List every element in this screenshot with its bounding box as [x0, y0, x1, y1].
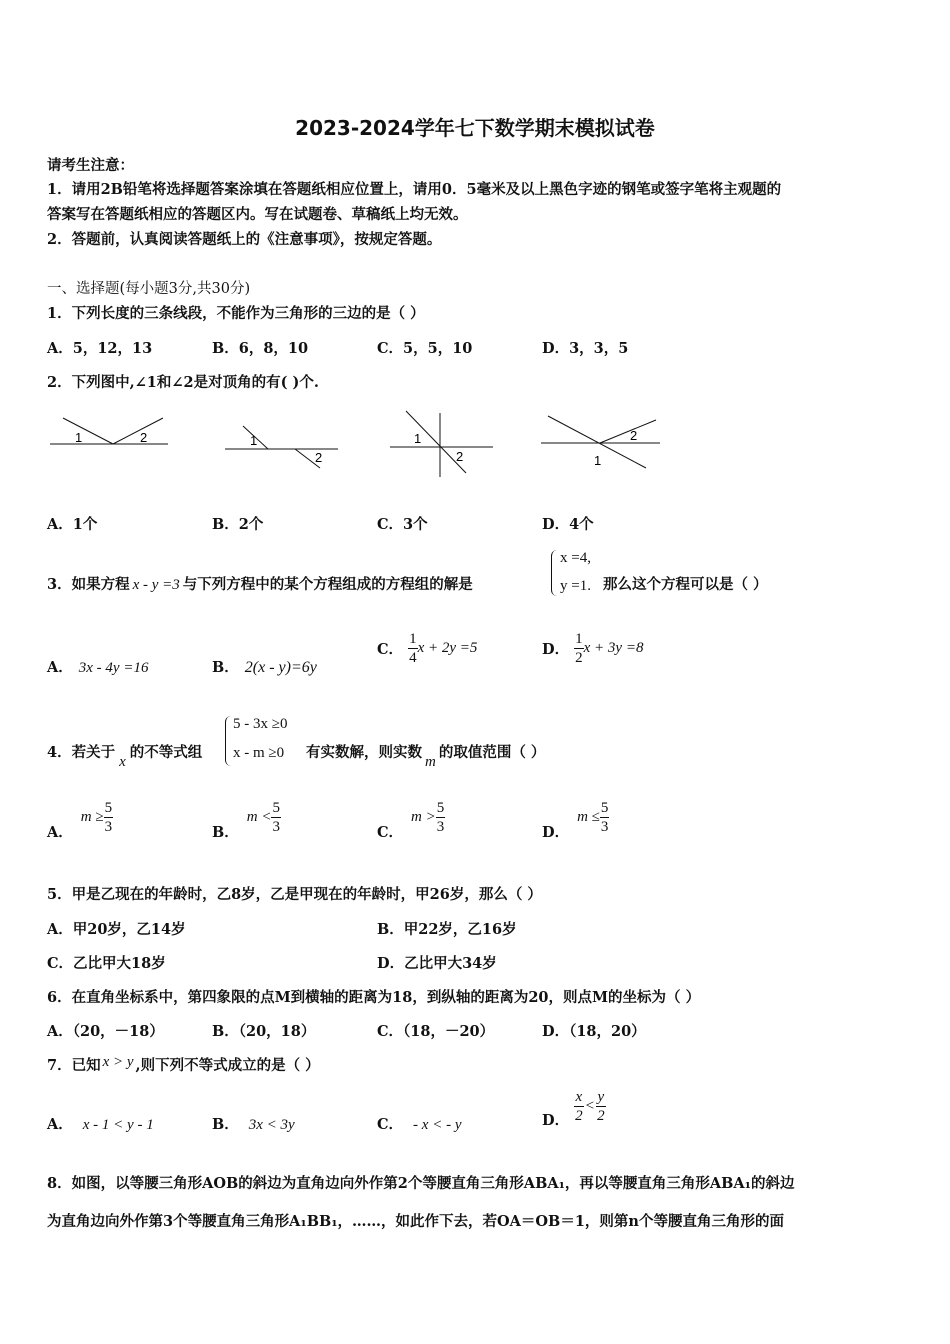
question-3-option-a[interactable]: [47, 656, 148, 677]
question-7-option-b[interactable]: [212, 1113, 295, 1134]
option-d-fraction: $\frac{1}{2}$: [575, 631, 583, 666]
option-c-label: C．: [377, 641, 404, 658]
option-a-label: A．: [47, 1116, 73, 1133]
option-d-label: D．: [542, 641, 570, 658]
question-4-option-d[interactable]: [542, 799, 609, 841]
figure-3: [388, 405, 498, 480]
option-b-label: B．: [212, 659, 239, 676]
question-3-stem: [47, 573, 473, 594]
question-5-option-b[interactable]: B．甲22岁，乙16岁: [377, 921, 517, 938]
question-1-option-a[interactable]: A．5，12，13: [47, 340, 153, 357]
question-8-line-2: 为直角边向外作第3个等腰直角三角形A₁BB₁，……，如此作下去，若OA＝OB＝1，则第n个等腰直角三角形的面: [47, 1213, 784, 1230]
question-3-solution-y: y =1.: [560, 578, 591, 594]
question-5-option-d[interactable]: D．乙比甲大34岁: [377, 955, 497, 972]
question-6-option-d[interactable]: D．（18，20）: [542, 1023, 646, 1040]
question-4-middle: 的不等式组: [129, 744, 203, 761]
question-1-option-d[interactable]: D．3，3，5: [542, 340, 629, 357]
question-2-option-b[interactable]: B．2个: [212, 516, 264, 533]
question-7-option-a[interactable]: [47, 1113, 154, 1134]
question-4-variable-m: m: [425, 754, 436, 770]
figure-1-label-1: 1: [75, 430, 83, 445]
page-title: 2023-2024学年七下数学期末模拟试卷: [295, 116, 655, 140]
question-3-option-d[interactable]: [542, 630, 643, 667]
question-7-number: 7．已知: [47, 1057, 101, 1074]
figure-2-label-2: 2: [315, 450, 323, 465]
section-heading: 一、选择题(每小题3分,共30分): [47, 281, 251, 297]
option-b-expression: 3x < 3y: [248, 1117, 295, 1133]
question-3-number: 3．如果方程: [47, 576, 130, 593]
question-4-tail: [306, 741, 546, 770]
option-b-relation: m <: [246, 809, 272, 825]
question-7-stem: [47, 1054, 320, 1075]
question-1-stem: 1．下列长度的三条线段，不能作为三角形的三边的是（ ）: [47, 305, 425, 322]
question-3-option-c[interactable]: [377, 630, 477, 667]
question-3-brace: [551, 550, 558, 596]
figure-2: [220, 418, 345, 473]
option-a-fraction: $\frac{5}{3}$: [104, 800, 113, 835]
option-c-fraction: $\frac{1}{4}$: [409, 631, 417, 666]
option-d-fraction: $\frac{5}{3}$: [600, 800, 609, 835]
option-d-fraction-2: $\frac{y}{2}$: [597, 1089, 605, 1124]
option-d-label: D．: [542, 824, 570, 841]
figure-2-label-1: 1: [250, 433, 258, 448]
option-c-label: C．: [377, 824, 404, 841]
figure-1: [45, 412, 175, 452]
question-4-variable: x: [119, 754, 126, 770]
option-c-expression: - x < - y: [413, 1117, 462, 1133]
question-4-tail-1: 有实数解，则实数: [306, 744, 422, 761]
question-3-tail: 那么这个方程可以是（ ）: [603, 576, 768, 593]
option-a-label: A．: [47, 824, 73, 841]
question-7-tail: ,则下列不等式成立的是（ ）: [135, 1057, 320, 1074]
option-b-label: B．: [212, 824, 239, 841]
option-d-fraction-1: $\frac{x}{2}$: [575, 1089, 583, 1124]
option-d-label: D．: [542, 1112, 570, 1129]
question-7-option-c[interactable]: [377, 1113, 461, 1134]
figure-3-label-2: 2: [456, 449, 464, 464]
figure-1-label-2: 2: [140, 430, 148, 445]
question-1-option-b[interactable]: B．6，8，10: [212, 340, 309, 357]
question-3-solution-x: x =4,: [560, 550, 591, 566]
question-7-option-d[interactable]: [542, 1088, 606, 1129]
question-4-stem: [47, 741, 203, 770]
option-d-operator: <: [585, 1098, 595, 1114]
question-2-option-a[interactable]: A．1个: [47, 516, 98, 533]
notice-header: 请考生注意：: [47, 157, 134, 174]
option-d-expression: x + 3y =8: [583, 640, 644, 656]
question-6-option-b[interactable]: B．（20，18）: [212, 1023, 316, 1040]
question-7-condition: x > y: [102, 1054, 134, 1070]
question-2-option-c[interactable]: C．3个: [377, 516, 428, 533]
option-c-relation: m >: [411, 809, 436, 825]
question-5-option-c[interactable]: C．乙比甲大18岁: [47, 955, 166, 972]
question-4-option-a[interactable]: [47, 799, 113, 841]
notice-item-2: 2．答题前，认真阅读答题纸上的《注意事项》，按规定答题。: [47, 231, 442, 248]
option-b-expression: 2(x - y)=6y: [244, 659, 317, 676]
question-4-inequality-1: 5 - 3x ≥0: [233, 716, 288, 732]
option-b-label: B．: [212, 1116, 239, 1133]
question-6-stem: 6．在直角坐标系中，第四象限的点M到横轴的距离为18，到纵轴的距离为20，则点M的坐标为（ ）: [47, 989, 701, 1006]
option-c-fraction: $\frac{5}{3}$: [436, 800, 445, 835]
question-4-brace: [225, 716, 232, 766]
option-c-label: C．: [377, 1116, 404, 1133]
question-3-equation: x - y =3: [132, 577, 180, 593]
question-4-option-c[interactable]: [377, 799, 445, 841]
question-4-inequality-2: x - m ≥0: [233, 745, 285, 761]
option-a-relation: m ≥: [80, 809, 104, 825]
question-4-tail-2: 的取值范围（ ）: [438, 744, 546, 761]
figure-4-label-2: 2: [630, 428, 638, 443]
question-3-option-b[interactable]: [212, 656, 317, 677]
option-a-expression: 3x - 4y =16: [78, 660, 149, 676]
option-a-label: A．: [47, 659, 73, 676]
figure-3-label-1: 1: [414, 431, 422, 446]
question-2-option-d[interactable]: D．4个: [542, 516, 594, 533]
option-a-expression: x - 1 < y - 1: [82, 1117, 154, 1133]
question-4-option-b[interactable]: [212, 799, 281, 841]
question-3-middle: 与下列方程中的某个方程组成的方程组的解是: [182, 576, 473, 593]
question-5-option-a[interactable]: A．甲20岁，乙14岁: [47, 921, 186, 938]
question-4-number: 4．若关于: [47, 744, 116, 761]
figure-4-label-1: 1: [594, 453, 602, 468]
figure-4: [538, 410, 666, 475]
question-6-option-a[interactable]: A．（20，－18）: [47, 1023, 164, 1040]
question-5-stem: 5．甲是乙现在的年龄时，乙8岁，乙是甲现在的年龄时，甲26岁，那么（ ）: [47, 886, 542, 903]
option-b-fraction: $\frac{5}{3}$: [272, 800, 280, 835]
option-c-expression: x + 2y =5: [417, 640, 478, 656]
question-1-option-c[interactable]: C．5，5，10: [377, 340, 473, 357]
question-2-stem: 2．下列图中,∠1和∠2是对顶角的有( )个.: [47, 374, 319, 391]
question-8-line-1: 8．如图，以等腰三角形AOB的斜边为直角边向外作第2个等腰直角三角形ABA₁，再以等腰直角三角形ABA₁的斜边: [47, 1175, 795, 1192]
notice-item-1-cont: 答案写在答题纸相应的答题区内。写在试题卷、草稿纸上均无效。: [47, 206, 468, 223]
option-d-relation: m ≤: [577, 809, 600, 825]
question-6-option-c[interactable]: C．（18，－20）: [377, 1023, 495, 1040]
notice-item-1: 1．请用2B铅笔将选择题答案涂填在答题纸相应位置上，请用0．5毫米及以上黑色字迹的钢笔或签字笔将主观题的: [47, 181, 782, 198]
